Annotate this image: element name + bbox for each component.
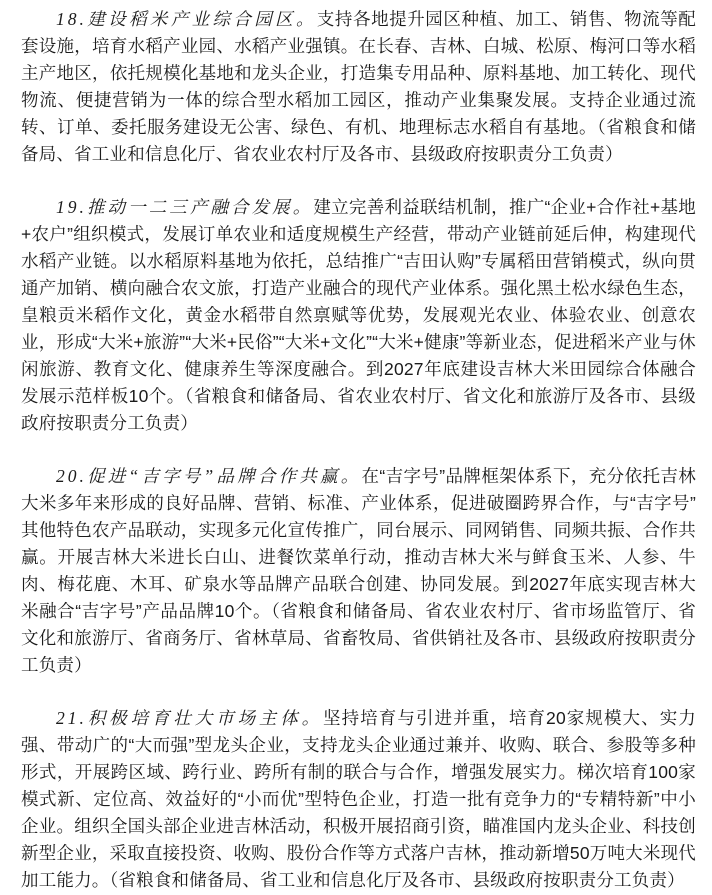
paragraph-20 [21, 463, 696, 679]
paragraph-18-body: 支持各地提升园区种植、加工、销售、物流等配套设施，培育水稻产业园、水稻产业强镇。在长春、吉林、白城、松原、梅河口等水稻主产地区，依托规模化基地和龙头企业，打造集专用品种、原料基地、加工转化、现代物流、便捷营销为一体的综合型水稻加工园区，推动产业集聚发展。支持企业通过流转、订单、委托服务建设无公害、绿色、有机、地理标志水稻自有基地。（省粮食和储备局、省工业和信息化厅、省农业农村厅及各市、县级政府按职责分工负责） [21, 9, 697, 164]
paragraph-20-body: 在“吉字号”品牌框架体系下，充分依托吉林大米多年来形成的良好品牌、营销、标准、产业体系，促进破圈跨界合作，与“吉字号”其他特色农产品联动，实现多元化宣传推广，同台展示、同网销售、同频共振、合作共赢。开展吉林大米进长白山、进餐饮菜单行动，推动吉林大米与鲜食玉米、人参、牛肉、梅花鹿、木耳、矿泉水等品牌产品联合创建、协同发展。到2027年底实现吉林大米融合“吉字号”产品品牌10个。（省粮食和储备局、省农业农村厅、省市场监管厅、省文化和旅游厅、省商务厅、省林草局、省畜牧局、省供销社及各市、县级政府按职责分工负责） [21, 466, 697, 675]
paragraph-19-heading: 19.推动一二三产融合发展。 [56, 197, 314, 217]
paragraph-21-body: 坚持培育与引进并重，培育20家规模大、实力强、带动广的“大而强”型龙头企业，支持龙头企业通过兼并、收购、联合、参股等多种形式，开展跨区域、跨行业、跨所有制的联合与合作，增强发展实力。梯次培育100家模式新、定位高、效益好的“小而优”型特色企业，打造一批有竞争力的“专精特新”中小企业。组织全国头部企业进吉林活动，积极开展招商引资，瞄准国内龙头企业、科技创新型企业，采取直接投资、收购、股份合作等方式落户吉林，推动新增50万吨大米现代加工能力。（省粮食和储备局、省工业和信息化厅及各市、县级政府按职责分工负责） [21, 708, 697, 890]
paragraph-21 [21, 705, 696, 894]
paragraph-19 [21, 194, 696, 437]
paragraph-18-heading: 18.建设稻米产业综合园区。 [56, 9, 317, 29]
paragraph-19-body: 建立完善利益联结机制，推广“企业+合作社+基地+农户”组织模式，发展订单农业和适度规模生产经营，带动产业链前延后伸，构建现代水稻产业链。以水稻原料基地为依托，总结推广“吉田认购”专属稻田营销模式，纵向贯通产加销、横向融合农文旅，打造产业融合的现代产业体系。强化黑土松水绿色生态，皇粮贡米稻作文化，黄金水稻带自然禀赋等优势，发展观光农业、体验农业、创意农业，形成“大米+旅游”“大米+民俗”“大米+文化”“大米+健康”等新业态，促进稻米产业与休闲旅游、教育文化、健康养生等深度融合。到2027年底建设吉林大米田园综合体融合发展示范样板10个。（省粮食和储备局、省农业农村厅、省文化和旅游厅及各市、县级政府按职责分工负责） [21, 197, 697, 433]
paragraph-18 [21, 6, 696, 168]
paragraph-20-heading: 20.促进“吉字号”品牌合作共赢。 [56, 466, 362, 486]
paragraph-21-heading: 21.积极培育壮大市场主体。 [56, 708, 324, 728]
